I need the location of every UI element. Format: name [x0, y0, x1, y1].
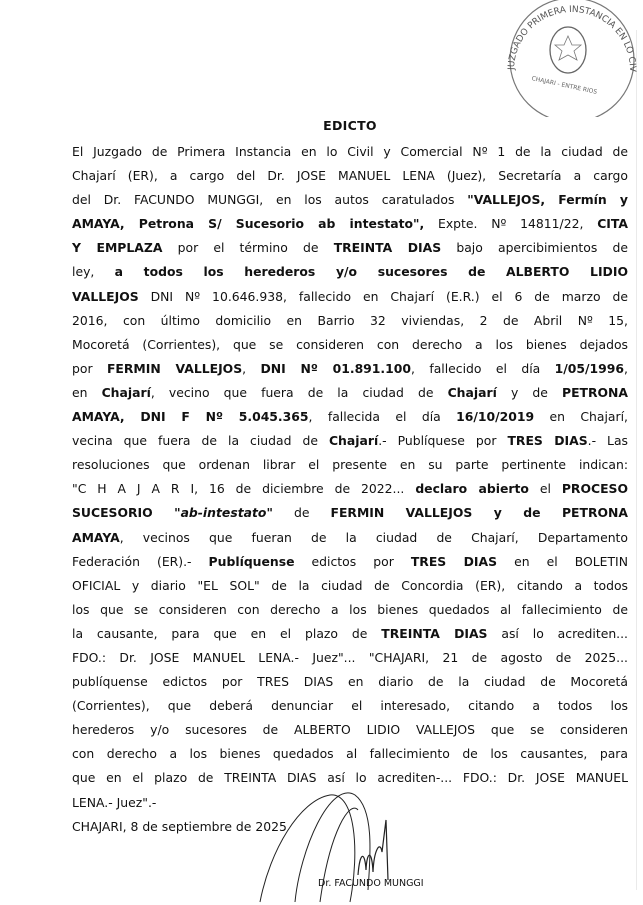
text: en — [72, 384, 102, 400]
text-line — [72, 574, 628, 598]
text: Mocoretá (Corrientes), que se consideren con derecho a los bienes dejados — [72, 336, 628, 352]
text-line — [72, 429, 628, 453]
text: , — [624, 360, 628, 376]
text: ley, — [72, 264, 115, 280]
text-line — [72, 694, 628, 718]
text: los que se consideren con derecho a los bienes quedados al fallecimiento de — [72, 601, 628, 617]
bold-text: 16/10/2019 — [456, 409, 535, 425]
text: y de — [496, 384, 562, 400]
bold-text: Publíquense — [208, 553, 295, 569]
text: El Juzgado de Primera Instancia en lo Civil y Comercial Nº 1 de la ciudad de — [72, 144, 628, 159]
text-line — [72, 622, 628, 646]
bold-text: 1/05/1996 — [554, 360, 625, 376]
text: Chajarí (ER), a cargo del Dr. JOSE MANUEL LENA (Juez), Secretaría a cargo — [72, 168, 628, 184]
scan-edge — [636, 30, 637, 890]
text-line — [72, 453, 628, 477]
bold-text: TREINTA DIAS — [333, 240, 442, 256]
text-line — [72, 718, 628, 742]
text: herederos y/o sucesores de ALBERTO LIDIO VALLEJOS que se consideren — [72, 722, 628, 738]
bold-text: Chajarí — [328, 433, 379, 449]
text: edictos por — [294, 553, 411, 569]
text: Expte. Nº 14811/22, — [424, 216, 598, 232]
text: resoluciones que ordenan librar el presente en su parte pertinente indican: — [72, 457, 628, 473]
edict-body — [72, 140, 628, 839]
text: "C H A J A R I, 16 de diciembre de 2022... — [72, 481, 416, 497]
text: con derecho a los bienes quedados al fallecimiento de los causantes, para — [72, 746, 628, 762]
court-seal — [492, 0, 643, 117]
text: (Corrientes), que deberá denunciar el interesado, citando a todos los — [72, 698, 628, 714]
bold-text: SUCESORIO " — [72, 505, 181, 521]
text-line — [72, 405, 628, 429]
bold-text: " — [266, 505, 273, 521]
bold-text: PETRONA — [561, 384, 629, 400]
text-line — [72, 526, 628, 550]
text: , — [242, 360, 261, 376]
text: que en el plazo de TREINTA DIAS así lo acrediten-... FDO.: Dr. JOSE MANUEL — [72, 770, 628, 786]
bold-text: Y EMPLAZA — [72, 240, 163, 256]
text: 2016, con último domicilio en Barrio 32 viviendas, 2 de Abril Nº 15, — [72, 312, 628, 328]
text-line — [72, 309, 628, 333]
bold-text: FERMIN VALLEJOS y de PETRONA — [330, 505, 628, 521]
text: así lo acrediten... — [487, 625, 628, 641]
text-line — [72, 188, 628, 212]
text: por el término de — [162, 240, 334, 256]
text: DNI Nº 10.646.938, fallecido en Chajarí (E.R.) el 6 de marzo de — [138, 288, 628, 304]
text-line — [72, 285, 628, 309]
text: CHAJARI, 8 de septiembre de 2025 — [72, 818, 287, 834]
text: del Dr. FACUNDO MUNGGI, en los autos caratulados — [72, 192, 468, 208]
text: el — [528, 481, 562, 497]
bold-text: "VALLEJOS, Fermín y — [467, 192, 628, 208]
text: Federación (ER).- — [72, 553, 209, 569]
text: en Chajarí, — [534, 409, 628, 425]
text: vecina que fuera de la ciudad de — [72, 433, 329, 449]
text: .- Las — [587, 433, 628, 449]
text: .- Publíquese por — [378, 433, 508, 449]
bold-text: ab-intestato — [180, 505, 267, 521]
bold-text: a todos los herederos y/o sucesores de ALBERTO LIDIO — [114, 264, 628, 280]
bold-text: declaro abierto — [415, 481, 529, 497]
text: en el BOLETIN — [497, 553, 628, 569]
bold-text: Chajarí — [447, 384, 497, 400]
text: , fallecido el día — [411, 360, 555, 376]
text-line — [72, 260, 628, 284]
bold-text: VALLEJOS — [72, 288, 139, 304]
text: , vecino que fuera de la ciudad de — [150, 384, 448, 400]
seal-inner-text: CHAJARI - ENTRE RIOS — [530, 75, 598, 96]
text-line — [72, 212, 628, 236]
bold-text: Chajarí — [101, 384, 151, 400]
bold-text: TREINTA DIAS — [381, 625, 488, 641]
text-line — [72, 501, 628, 525]
signer-name: Dr. FACUNDO MUNGGI — [318, 878, 424, 889]
text: bajo apercibimientos de — [441, 240, 628, 256]
text: LENA.- Juez".- — [72, 794, 157, 810]
bold-text: AMAYA, DNI F Nº 5.045.365 — [72, 409, 309, 425]
text-line — [72, 333, 628, 357]
bold-text: CITA — [597, 216, 628, 232]
text: de — [272, 505, 331, 521]
text-line — [72, 646, 628, 670]
text: FDO.: Dr. JOSE MANUEL LENA.- Juez"... "CHAJARI, 21 de agosto de 2025... — [72, 649, 628, 665]
bold-text: FERMIN VALLEJOS — [106, 360, 243, 376]
text-line — [72, 357, 628, 381]
text-line — [72, 766, 628, 790]
document-title: EDICTO — [323, 118, 377, 133]
bold-text: PROCESO — [561, 481, 629, 497]
text-line — [72, 477, 628, 501]
bold-text: TRES DIAS — [410, 553, 498, 569]
text-line — [72, 550, 628, 574]
text: por — [72, 360, 107, 376]
text-line — [72, 598, 628, 622]
bold-text: AMAYA, Petrona S/ Sucesorio ab intestato", — [72, 216, 425, 232]
bold-text: AMAYA — [72, 529, 120, 545]
text: OFICIAL y diario "EL SOL" de la ciudad de Concordia (ER), citando a todos — [72, 577, 628, 593]
text-line — [72, 140, 628, 164]
text-line — [72, 742, 628, 766]
text: publíquense edictos por TRES DIAS en diario de la ciudad de Mocoretá — [72, 674, 628, 690]
bold-text: DNI Nº 01.891.100 — [260, 360, 412, 376]
svg-text:JUZGADO PRIMERA INSTANCIA EN L — [492, 0, 637, 73]
text-line — [72, 670, 628, 694]
text: , fallecida el día — [308, 409, 457, 425]
text-line — [72, 164, 628, 188]
seal-text: JUZGADO PRIMERA INSTANCIA EN LO CIV — [506, 4, 638, 73]
text-line — [72, 236, 628, 260]
text: , vecinos que fueran de la ciudad de Chajarí, Departamento — [119, 529, 628, 545]
text: la causante, para que en el plazo de — [72, 625, 382, 641]
text-line — [72, 381, 628, 405]
bold-text: TRES DIAS — [507, 433, 588, 449]
